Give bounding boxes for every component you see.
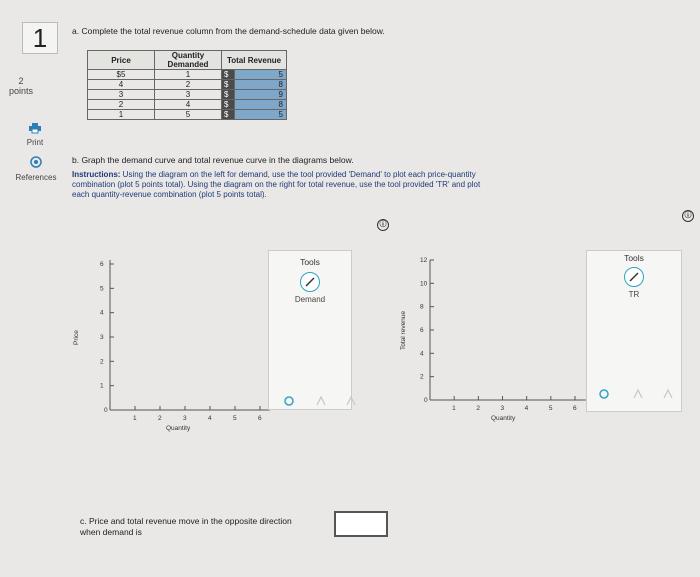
tr-y-tick-label: 6	[420, 327, 424, 334]
table-row	[88, 100, 287, 110]
tr-y-tick-label: 12	[420, 257, 428, 264]
demand-y-tick-label: 3	[100, 334, 104, 341]
table-row	[88, 80, 287, 90]
demand-tool-actions	[283, 393, 363, 409]
currency-cell: $	[222, 70, 235, 80]
tr-y-tick-label: 10	[420, 280, 428, 288]
info-icon[interactable]: ⓘ	[377, 219, 389, 231]
points-indicator	[6, 76, 36, 96]
total-revenue-input[interactable]: 5	[235, 70, 287, 80]
quantity-cell: 1	[155, 70, 222, 80]
tr-x-label: Quantity	[491, 415, 516, 422]
demand-tools-label: Tools	[300, 257, 320, 267]
tr-y-tick-label: 2	[420, 373, 424, 381]
instructions-line1: Using the diagram on the left for demand, use the tool provided 'Demand' to plot each price-quantity	[120, 170, 476, 179]
tr-tool-actions	[598, 386, 688, 402]
part-c-text	[80, 516, 292, 538]
demand-tool-label: Demand	[294, 295, 326, 304]
total-revenue-input[interactable]: 8	[235, 80, 287, 90]
demand-y-tick-label: 4	[100, 309, 104, 317]
tr-x-tick-label: 3	[500, 405, 505, 412]
demand-x-tick-label: 5	[233, 415, 237, 422]
table-row	[88, 110, 287, 120]
price-cell: $5	[88, 70, 155, 80]
quantity-cell: 3	[155, 90, 222, 100]
points-value: 2	[18, 76, 24, 86]
demand-y-label: Price	[73, 330, 80, 345]
price-cell: 4	[88, 80, 155, 90]
print-button[interactable]	[20, 120, 50, 147]
tr-x-tick-label: 4	[524, 405, 529, 412]
redo-icon[interactable]	[347, 397, 355, 405]
demand-x-label: Quantity	[166, 425, 191, 432]
book-icon	[30, 156, 42, 168]
demand-x-tick-label: 1	[133, 415, 137, 422]
price-cell: 2	[88, 100, 155, 110]
demand-x-tick-label: 4	[208, 415, 212, 422]
demand-y-tick-label: 1	[100, 382, 104, 390]
reset-icon[interactable]	[285, 397, 293, 405]
price-cell: 3	[88, 90, 155, 100]
currency-cell: $	[222, 110, 235, 120]
demand-x-tick-label: 3	[183, 415, 187, 422]
redo-icon[interactable]	[664, 390, 672, 398]
table-row	[88, 70, 287, 80]
part-b-text: b. Graph the demand curve and total revenue curve in the diagrams below.	[72, 155, 354, 165]
demand-tool-button[interactable]	[300, 272, 320, 292]
tr-x-tick-label: 0	[424, 397, 428, 404]
tr-x-tick-label: 1	[452, 405, 456, 412]
total-revenue-input[interactable]: 9	[235, 90, 287, 100]
demand-chart[interactable]	[73, 250, 270, 440]
part-a-text: a. Complete the total revenue column from the demand-schedule data given below.	[72, 26, 385, 36]
tr-tools-label: Tools	[624, 253, 644, 263]
tr-tool-label: TR	[628, 290, 640, 299]
demand-tools-panel	[268, 250, 352, 410]
instructions-label: Instructions:	[72, 170, 121, 179]
total-revenue-header: Total Revenue	[222, 51, 287, 70]
demand-schedule-table	[87, 50, 287, 120]
part-c-line1: c. Price and total revenue move in the opposite direction	[80, 516, 292, 526]
undo-icon[interactable]	[634, 390, 642, 398]
tr-x-tick-label: 5	[548, 405, 553, 412]
tr-chart[interactable]	[395, 250, 595, 435]
total-revenue-input[interactable]: 5	[235, 110, 287, 120]
quantity-cell: 5	[155, 110, 222, 120]
currency-cell: $	[222, 80, 235, 90]
quantity-header: Quantity Demanded	[155, 51, 222, 70]
points-label: points	[8, 86, 34, 96]
tr-x-tick-label: 6	[573, 405, 577, 412]
table-row	[88, 90, 287, 100]
reset-icon[interactable]	[600, 390, 608, 398]
references-button[interactable]	[6, 155, 66, 182]
question-number: 1	[22, 22, 58, 54]
undo-icon[interactable]	[317, 397, 325, 405]
total-revenue-input[interactable]: 8	[235, 100, 287, 110]
currency-cell: $	[222, 100, 235, 110]
tr-y-tick-label: 8	[420, 303, 424, 311]
pencil-icon	[301, 273, 319, 291]
quantity-cell: 2	[155, 80, 222, 90]
tr-x-tick-label: 2	[476, 405, 480, 412]
printer-icon	[29, 123, 41, 133]
currency-cell: $	[222, 90, 235, 100]
demand-y-tick-label: 2	[100, 358, 104, 366]
pencil-icon	[625, 268, 643, 286]
part-c-answer-input[interactable]	[334, 511, 388, 537]
price-header: Price	[88, 51, 155, 70]
instructions	[72, 170, 552, 200]
references-label: References	[15, 173, 57, 182]
demand-x-tick-label: 0	[104, 407, 108, 414]
instructions-line2: combination (plot 5 points total). Using the diagram on the right for total revenue, use the tool provided 'TR' and plot	[72, 180, 481, 189]
quantity-cell: 4	[155, 100, 222, 110]
print-label: Print	[26, 138, 44, 147]
tr-tool-button[interactable]	[624, 267, 644, 287]
part-c-line2: when demand is	[80, 527, 142, 537]
price-cell: 1	[88, 110, 155, 120]
instructions-line3: each quantity-revenue combination (plot 5 points total).	[72, 190, 267, 199]
demand-y-tick-label: 5	[100, 285, 104, 293]
demand-x-tick-label: 6	[258, 415, 262, 422]
tr-y-tick-label: 4	[420, 350, 424, 358]
demand-y-tick-label: 6	[100, 261, 104, 268]
info-icon[interactable]: ⓘ	[682, 210, 694, 222]
tr-y-label: Total revenue	[400, 310, 407, 350]
demand-x-tick-label: 2	[158, 415, 162, 422]
